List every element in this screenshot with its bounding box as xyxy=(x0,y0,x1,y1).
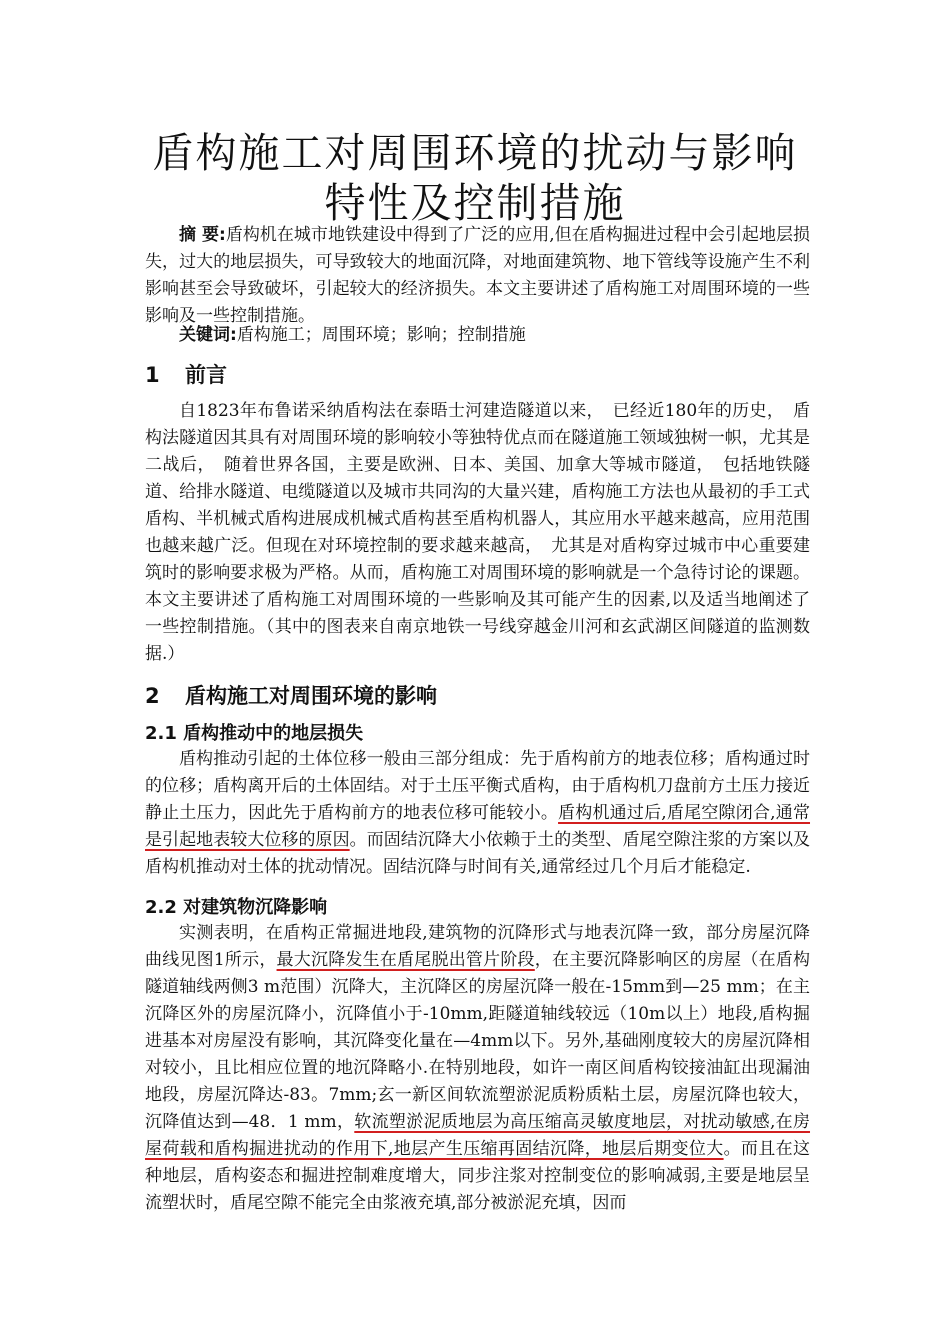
keywords xyxy=(145,322,810,349)
section-2-1-text-b: 。而固结沉降大小依赖于土的类型、盾尾空隙注浆的方案以及盾构机推动对土体的扰动情况。固结沉降与时间有关,通常经过几个月后才能稳定. xyxy=(145,830,811,877)
section-2-number: 2 xyxy=(145,684,160,708)
section-2-1-paragraph xyxy=(145,746,810,881)
section-2-2-heading: 2.2 对建筑物沉降影响 xyxy=(145,897,328,918)
abstract-label: 摘 要: xyxy=(179,225,226,245)
section-2-title: 盾构施工对周围环境的影响 xyxy=(185,684,437,708)
section-2-2-text-a: 实测表明，在盾构正常掘进地段,建筑物的沉降形式与地表沉降一致，部分房屋沉降曲线见图1所示， xyxy=(145,923,810,970)
section-2-2-text-b: ，在主要沉降影响区的房屋（在盾构隧道轴线两侧3 m范围）沉降大，主沉降区的房屋沉降一般在-15mm到—25 mm；在主沉降区外的房屋沉降小，沉降值小于-10mm,距隧道轴线较远（10m以上）地段,盾构掘进基本对房屋没有影响，其沉降变化量在—4mm以下。另外,基础刚度较大的房屋沉降相对较小，且比相应位置的地沉降略小.在特别地段，如许一南区间盾构铰接油缸出现漏油地段，房屋沉降达-83。7mm;玄一新区间软流塑淤泥质粉质粘土层，房屋沉降也较大，沉降值达到—48．1 mm， xyxy=(145,950,811,1132)
title-line-1: 盾构施工对周围环境的扰动与影响 xyxy=(152,129,798,177)
title-line-2: 特性及控制措施 xyxy=(324,179,626,227)
section-1-heading xyxy=(145,360,227,390)
section-2-2-paragraph xyxy=(145,920,810,1217)
section-1-number: 1 xyxy=(145,363,160,387)
section-1-paragraph: 自1823年布鲁诺采纳盾构法在泰晤士河建造隧道以来， 已经近180年的历史， 盾构法隧道因其具有对周围环境的影响较小等独特优点而在隧道施工领域独树一帜，尤其是二战后， 随着世界各国，主要是欧洲、日本、美国、加拿大等城市隧道， 包括地铁隧道、给排水隧道、电缆隧道以及城市共同沟的大量兴建，盾构施工方法也从最初的手工式盾构、半机械式盾构进展成机械式盾构甚至盾构机器人，其应用水平越来越高，应用范围也越来越广泛。但现在对环境控制的要求越来越高， 尤其是对盾构穿过城市中心重要建筑时的影响要求极为严格。从而，盾构施工对周围环境的影响就是一个急待讨论的课题。本文主要讲述了盾构施工对周围环境的一些影响及其可能产生的因素,以及适当地阐述了一些控制措施。（其中的图表来自南京地铁一号线穿越金川河和玄武湖区间隧道的监测数据.） xyxy=(145,401,810,664)
section-1-title: 前言 xyxy=(185,363,227,387)
section-2-1-underlined: 盾构机通过后,盾尾空隙闭合,通常是引起地表较大位移的原因 xyxy=(145,803,811,850)
section-2-2-underlined-1: 最大沉降发生在盾尾脱出管片阶段 xyxy=(276,950,535,970)
section-2-2-text-c: 。而且在这种地层，盾构姿态和掘进控制难度增大，同步注浆对控制变位的影响减弱,主要是地层呈流塑状时，盾尾空隙不能完全由浆液充填,部分被淤泥充填，因而 xyxy=(145,1139,811,1213)
abstract-text: 盾构机在城市地铁建设中得到了广泛的应用,但在盾构掘进过程中会引起地层损失，过大的地层损失，可导致较大的地面沉降，对地面建筑物、地下管线等设施产生不利影响甚至会导致破坏，引起较大的经济损失。本文主要讲述了盾构施工对周围环境的一些影响及一些控制措施。 xyxy=(145,225,811,326)
section-2-heading xyxy=(145,681,437,711)
section-2-2-underlined-2: 软流塑淤泥质地层为高压缩高灵敏度地层，对扰动敏感,在房屋荷载和盾构掘进扰动的作用下,地层产生压缩再固结沉降，地层后期变位大 xyxy=(145,1112,811,1159)
section-2-1-text-a: 盾构推动引起的土体位移一般由三部分组成：先于盾构前方的地表位移；盾构通过时的位移；盾构离开后的土体固结。对于土压平衡式盾构，由于盾构机刀盘前方土压力接近静止土压力，因此先于盾构前方的地表位移可能较小。 xyxy=(145,749,810,823)
keywords-text: 盾构施工；周围环境；影响；控制措施 xyxy=(236,325,526,345)
section-2-1-heading: 2.1 盾构推动中的地层损失 xyxy=(145,723,364,744)
abstract xyxy=(145,222,810,330)
keywords-label: 关键词: xyxy=(179,325,237,345)
